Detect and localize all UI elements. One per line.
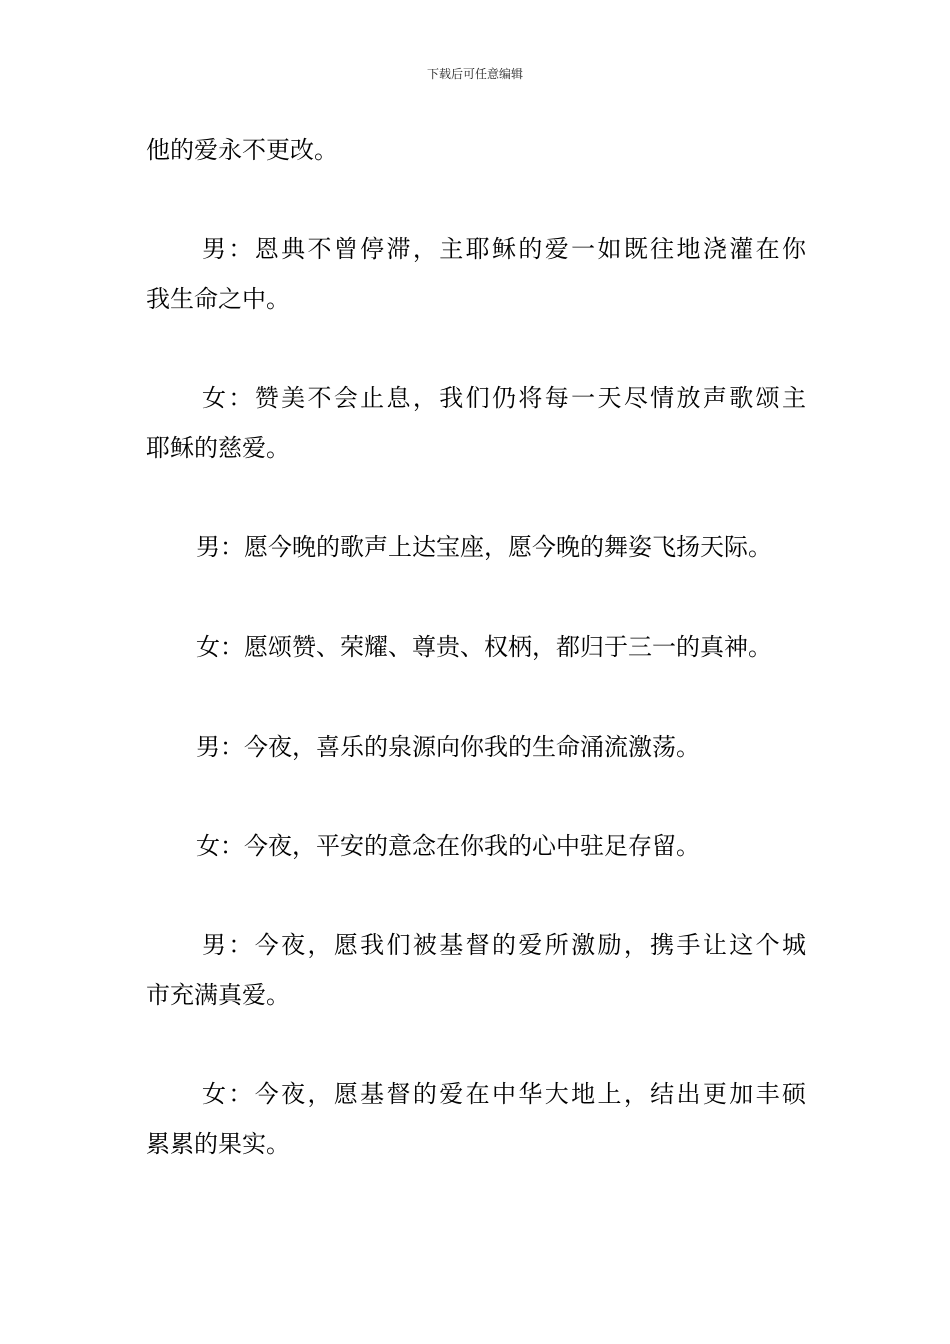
paragraph-line: 女：赞美不会止息，我们仍将每一天尽情放声歌颂主 — [202, 384, 806, 412]
paragraph-line: 男：愿今晚的歌声上达宝座，愿今晚的舞姿飞扬天际。 — [196, 533, 772, 561]
paragraph-line: 女：愿颂赞、荣耀、尊贵、权柄，都归于三一的真神。 — [196, 633, 772, 661]
page-header: 下载后可任意编辑 — [426, 67, 523, 81]
paragraph-line: 累累的果实。 — [146, 1130, 290, 1158]
paragraph-line: 女：今夜，愿基督的爱在中华大地上，结出更加丰硕 — [202, 1080, 806, 1108]
paragraph-line: 我生命之中。 — [146, 285, 290, 313]
paragraph-line: 男：恩典不曾停滞，主耶稣的爱一如既往地浇灌在你 — [202, 235, 806, 263]
paragraph-line: 市充满真爱。 — [146, 981, 290, 1009]
paragraph-line: 耶稣的慈爱。 — [146, 434, 290, 462]
paragraph-line: 男：今夜，喜乐的泉源向你我的生命涌流激荡。 — [196, 733, 700, 761]
paragraph-line: 女：今夜，平安的意念在你我的心中驻足存留。 — [196, 832, 700, 860]
paragraph-line: 男：今夜，愿我们被基督的爱所激励，携手让这个城 — [202, 931, 806, 959]
paragraph-line: 他的爱永不更改。 — [146, 136, 338, 164]
